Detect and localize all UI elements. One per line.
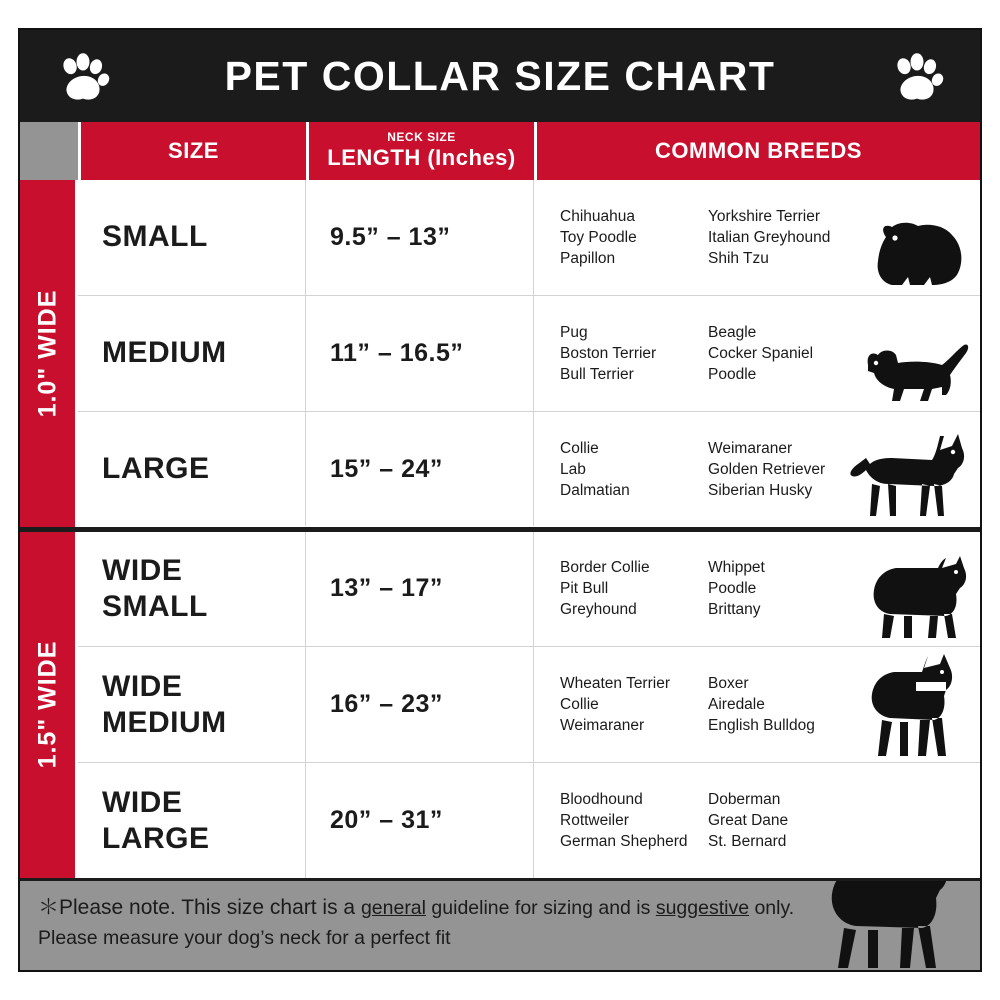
breed-item: Great Dane xyxy=(708,812,789,830)
size-table xyxy=(20,122,980,878)
table-row xyxy=(78,412,980,527)
cell-size-line2: SMALL xyxy=(102,589,208,623)
column-header-breeds xyxy=(537,122,980,180)
cell-length: 9.5” – 13” xyxy=(306,180,534,295)
beagle-silhouette xyxy=(854,339,976,411)
breed-item: Dalmatian xyxy=(560,481,630,499)
cell-length: 20” – 31” xyxy=(306,763,534,878)
table-row xyxy=(78,763,980,878)
cell-breeds xyxy=(534,647,980,762)
breed-item: Yorkshire Terrier xyxy=(708,207,820,225)
chart-frame xyxy=(18,28,982,972)
breed-item: Papillon xyxy=(560,249,616,267)
group-1-5-wide xyxy=(20,527,980,879)
cell-breeds xyxy=(534,763,980,878)
breed-item: English Bulldog xyxy=(708,717,815,735)
breed-column-1 xyxy=(560,557,708,620)
group-label-text: 1.5" WIDE xyxy=(33,640,62,769)
table-row xyxy=(78,296,980,412)
breed-item: Border Collie xyxy=(560,559,650,577)
cell-size-line1: WIDE xyxy=(102,785,183,819)
breed-item: Rottweiler xyxy=(560,812,629,830)
table-header-row xyxy=(20,122,980,180)
breed-item: Golden Retriever xyxy=(708,460,826,478)
breed-item: Bloodhound xyxy=(560,791,643,809)
cell-size-line2: MEDIUM xyxy=(102,705,227,739)
column-header-size-label: SIZE xyxy=(168,138,219,163)
paw-icon xyxy=(56,50,110,104)
group-1-0-wide xyxy=(20,180,980,527)
cell-length: 11” – 16.5” xyxy=(306,296,534,411)
footer-asterisk: ＊Please note. This size chart is a xyxy=(38,896,361,919)
footer-underline-general: general xyxy=(360,897,426,919)
cell-size-line1: WIDE xyxy=(102,553,183,587)
footer-note xyxy=(20,878,980,970)
breed-item: Airedale xyxy=(708,696,765,714)
cell-length: 13” – 17” xyxy=(306,532,534,647)
breed-column-1 xyxy=(560,789,708,852)
table-row xyxy=(78,180,980,296)
footer-line-1-end: only. xyxy=(749,897,795,919)
column-header-neck-size-label: NECK SIZE xyxy=(387,130,456,144)
breed-column-1 xyxy=(560,322,708,385)
husky-silhouette xyxy=(848,430,976,526)
group-label-1-0-wide xyxy=(20,180,78,527)
breed-item: Poodle xyxy=(708,365,757,383)
breed-column-2 xyxy=(708,789,858,852)
column-header-size xyxy=(81,122,309,180)
breed-item: Toy Poodle xyxy=(560,228,637,246)
breed-item: Beagle xyxy=(708,323,757,341)
breed-item: Boxer xyxy=(708,675,749,693)
table-body xyxy=(20,180,980,878)
boxer-silhouette xyxy=(856,654,976,762)
paw-icon xyxy=(890,50,944,104)
breed-column-2 xyxy=(708,673,858,736)
breed-item: St. Bernard xyxy=(708,833,787,851)
breed-item: Siberian Husky xyxy=(708,481,813,499)
page-title: PET COLLAR SIZE CHART xyxy=(224,52,776,99)
cell-breeds xyxy=(534,180,980,295)
breed-item: Cocker Spaniel xyxy=(708,344,814,362)
breed-column-2 xyxy=(708,322,858,385)
column-header-breeds-label: COMMON BREEDS xyxy=(655,138,862,163)
breed-item: Collie xyxy=(560,439,599,457)
breed-column-1 xyxy=(560,206,708,269)
breed-column-1 xyxy=(560,438,708,501)
breed-item: Pug xyxy=(560,323,588,341)
cell-size: SMALL xyxy=(78,180,306,295)
footer-line-1-mid: guideline for sizing and is xyxy=(426,897,656,919)
breed-column-2 xyxy=(708,438,858,501)
group-label-text: 1.0" WIDE xyxy=(33,289,62,418)
cell-breeds xyxy=(534,412,980,527)
breed-item: Doberman xyxy=(708,791,781,809)
breed-item: Collie xyxy=(560,696,599,714)
breed-item: Shih Tzu xyxy=(708,249,769,267)
breed-item: Greyhound xyxy=(560,601,637,619)
cell-length: 16” – 23” xyxy=(306,647,534,762)
bulldog-silhouette xyxy=(860,554,976,646)
breed-item: German Shepherd xyxy=(560,833,688,851)
group-rows xyxy=(78,180,980,527)
cell-size-line1: WIDE xyxy=(102,669,183,703)
pomeranian-silhouette xyxy=(864,217,976,295)
breed-item: Weimaraner xyxy=(560,717,645,735)
breed-column-2 xyxy=(708,557,858,620)
cell-size xyxy=(78,532,306,647)
group-rows xyxy=(78,532,980,879)
breed-item: Lab xyxy=(560,460,586,478)
breed-column-1 xyxy=(560,673,708,736)
cell-size-line2: LARGE xyxy=(102,821,210,855)
column-header-length-label: LENGTH (Inches) xyxy=(327,145,516,170)
cell-breeds xyxy=(534,532,980,647)
breed-item: Chihuahua xyxy=(560,207,635,225)
cell-length: 15” – 24” xyxy=(306,412,534,527)
cell-size: MEDIUM xyxy=(78,296,306,411)
group-label-1-5-wide xyxy=(20,532,78,879)
breed-item: Pit Bull xyxy=(560,580,609,598)
breed-item: Boston Terrier xyxy=(560,344,657,362)
breed-column-2 xyxy=(708,206,858,269)
breed-item: Bull Terrier xyxy=(560,365,634,383)
chart-header xyxy=(20,30,980,122)
table-row xyxy=(78,647,980,763)
breed-item: Wheaten Terrier xyxy=(560,675,670,693)
cell-breeds xyxy=(534,296,980,411)
footer-line-1 xyxy=(38,893,962,923)
cell-size: LARGE xyxy=(78,412,306,527)
table-row xyxy=(78,532,980,648)
column-header-length xyxy=(309,122,537,180)
breed-item: Whippet xyxy=(708,559,765,577)
breed-item: Brittany xyxy=(708,601,761,619)
cell-size xyxy=(78,647,306,762)
breed-item: Poodle xyxy=(708,580,757,598)
footer-underline-suggestive: suggestive xyxy=(655,897,750,919)
breed-item: Weimaraner xyxy=(708,439,793,457)
corner-cell xyxy=(20,122,81,180)
breed-item: Italian Greyhound xyxy=(708,228,831,246)
footer-line-2: Please measure your dog’s neck for a perfect fit xyxy=(38,927,451,949)
cell-size xyxy=(78,763,306,878)
